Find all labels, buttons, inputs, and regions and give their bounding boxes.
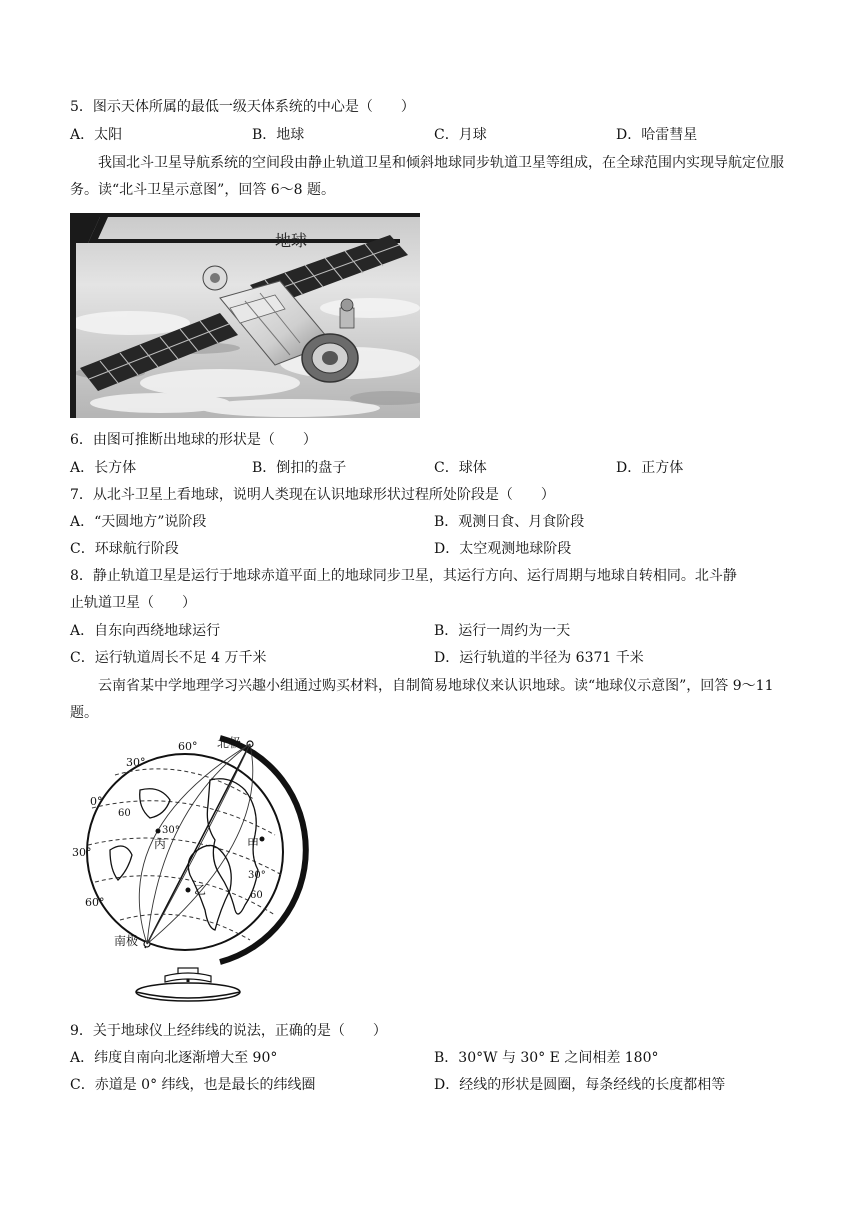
point-bing-label: 丙 [154, 837, 167, 851]
q9-option-c: C．赤道是 0° 纬线，也是最长的纬线圈 [70, 1077, 316, 1093]
q8-option-d: D．运行轨道的半径为 6371 千米 [434, 650, 644, 666]
q8-stem-line1: 8．静止轨道卫星是运行于地球赤道平面上的地球同步卫星，其运行方向、运行周期与地球自转相同。北斗静 [70, 568, 737, 584]
q6-option-d: D．正方体 [616, 460, 684, 476]
q9-option-d: D．经线的形状是圆圈，每条经线的长度都相等 [434, 1077, 726, 1093]
point-yi-label: 乙 [194, 883, 207, 897]
point-jia-marker [260, 837, 265, 842]
satellite-figure [70, 213, 420, 418]
q9-stem: 9．关于地球仪上经纬线的说法，正确的是（ ） [70, 1023, 387, 1039]
q8-option-c: C．运行轨道周长不足 4 万千米 [70, 650, 267, 666]
q9-option-b: B．30°W 与 30° E 之间相差 180° [434, 1050, 659, 1066]
q5-option-b: B．地球 [252, 127, 305, 143]
lat-label-60s: 60° [85, 896, 105, 909]
lat-label-30s: 30° [72, 846, 92, 859]
lat-label-60n: 60° [178, 740, 198, 753]
q8-stem-line2: 止轨道卫星（ ） [70, 595, 196, 611]
lat-label-0: 0° [90, 795, 103, 808]
q8-option-a: A．自东向西绕地球运行 [70, 623, 221, 639]
point-bing-marker [156, 829, 161, 834]
q5-option-a: A．太阳 [70, 127, 123, 143]
globe-figure [70, 730, 310, 1005]
lon-label-1: 60 [118, 808, 131, 819]
q8-option-b: B．运行一周约为一天 [434, 623, 571, 639]
lon-label-2: 30° [162, 825, 180, 836]
q6-option-c: C．球体 [434, 460, 487, 476]
q9-option-a: A．纬度自南向北逐渐增大至 90° [70, 1050, 278, 1066]
q5-option-c: C．月球 [434, 127, 487, 143]
q6-stem: 6．由图可推断出地球的形状是（ ） [70, 432, 317, 448]
q7-stem: 7．从北斗卫星上看地球，说明人类现在认识地球形状过程所处阶段是（ ） [70, 487, 555, 503]
lon-label-3: 30° [248, 870, 266, 881]
q5-stem: 5．图示天体所属的最低一级天体系统的中心是（ ） [70, 99, 415, 115]
q6-option-a: A．长方体 [70, 460, 137, 476]
q7-option-a: A．“天圆地方”说阶段 [70, 514, 207, 530]
q6-option-b: B．倒扣的盘子 [252, 460, 347, 476]
q7-option-c: C．环球航行阶段 [70, 541, 179, 557]
lon-label-4: 60 [250, 890, 263, 901]
point-yi-marker [186, 888, 191, 893]
point-jia-label: 甲 [247, 837, 260, 851]
q7-option-b: B．观测日食、月食阶段 [434, 514, 585, 530]
lat-label-30n: 30° [126, 756, 146, 769]
satellite-figure-label: 地球 [275, 231, 308, 250]
q7-option-d: D．太空观测地球阶段 [434, 541, 572, 557]
passage-beidou: 我国北斗卫星导航系统的空间段由静止轨道卫星和倾斜地球同步轨道卫星等组成，在全球范围内实现导航定位服务。读“北斗卫星示意图”，回答 6～8 题。 [70, 155, 784, 198]
north-pole-label: 北极 [217, 736, 242, 750]
passage-globe: 云南省某中学地理学习兴趣小组通过购买材料，自制简易地球仪来认识地球。读“地球仪示意图”，回答 9～11 题。 [70, 678, 774, 721]
south-pole-label: 南极 [114, 934, 139, 948]
q5-option-d: D．哈雷彗星 [616, 127, 698, 143]
